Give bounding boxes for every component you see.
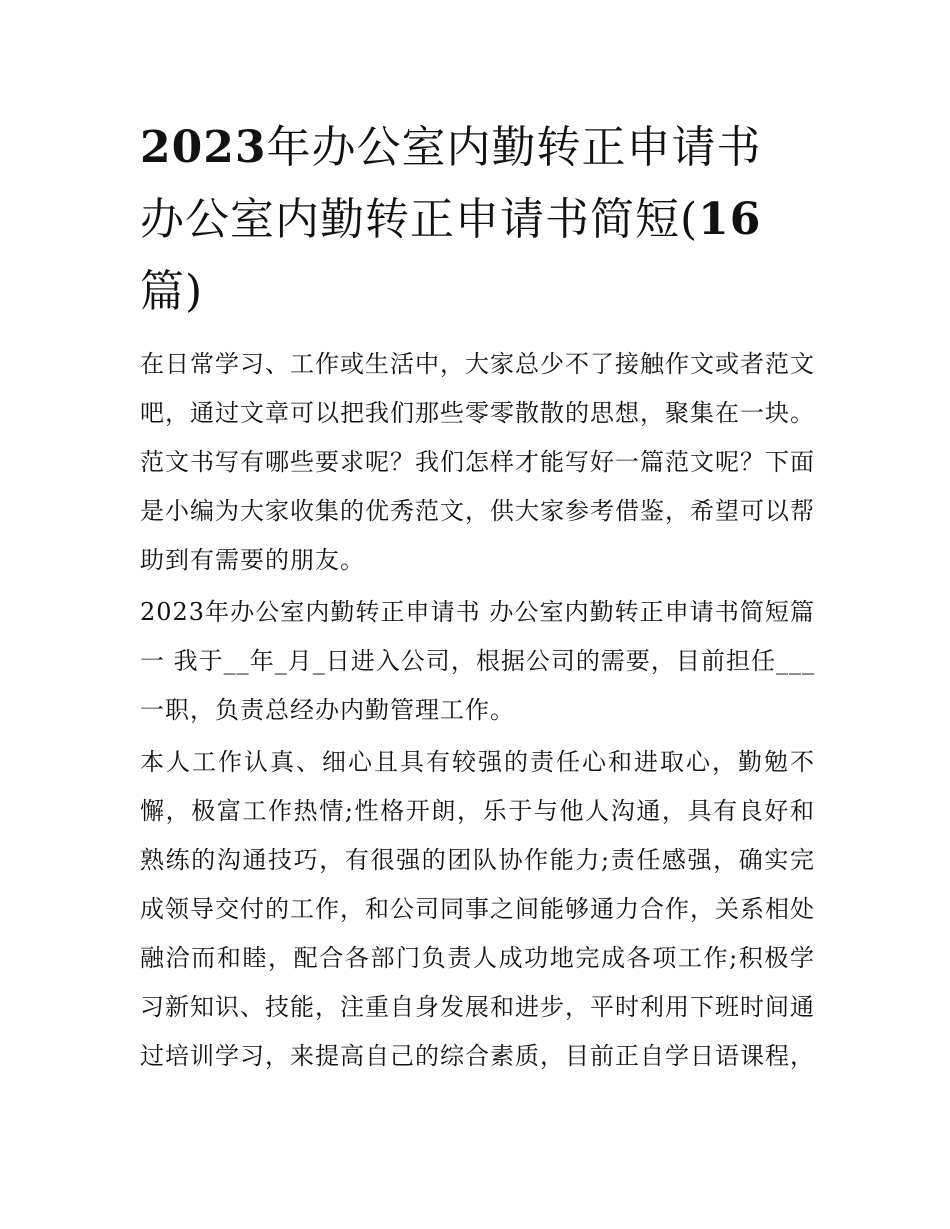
body-paragraph: 本人工作认真、细心且具有较强的责任心和进取心，勤勉不懈，极富工作热情;性格开朗，乐于与他人沟通，具有良好和熟练的沟通技巧，有很强的团队协作能力;责任感强，确实完成领导交付的工作，和公司同事之间能够通力合作，关系相处融洽而和睦，配合各部门负责人成功地完成各项工作;积极学习新知识、技能，注重自身发展和进步，平时利用下班时间通过培训学习，来提高自己的综合素质，目前正自学日语课程， <box>140 748 815 1070</box>
title-count: 16 <box>698 194 762 245</box>
section-heading-paragraph: 2023年办公室内勤转正申请书 办公室内勤转正申请书简短篇一 我于__年_月_日进入公司，根据公司的需要，目前担任___一职，负责总经办内勤管理工作。 <box>140 598 815 724</box>
document-title <box>140 112 815 328</box>
title-suffix: 篇) <box>140 266 204 317</box>
title-main: 年办公室内勤转正申请书 办公室内勤转正申请书简短( <box>140 122 762 245</box>
title-year: 2023 <box>140 122 267 173</box>
intro-paragraph: 在日常学习、工作或生活中，大家总少不了接触作文或者范文吧，通过文章可以把我们那些零零散散的思想，聚集在一块。范文书写有哪些要求呢？我们怎样才能写好一篇范文呢？下面是小编为大家收集的优秀范文，供大家参考借鉴，希望可以帮助到有需要的朋友。 <box>140 350 815 574</box>
document-page <box>140 112 815 1084</box>
